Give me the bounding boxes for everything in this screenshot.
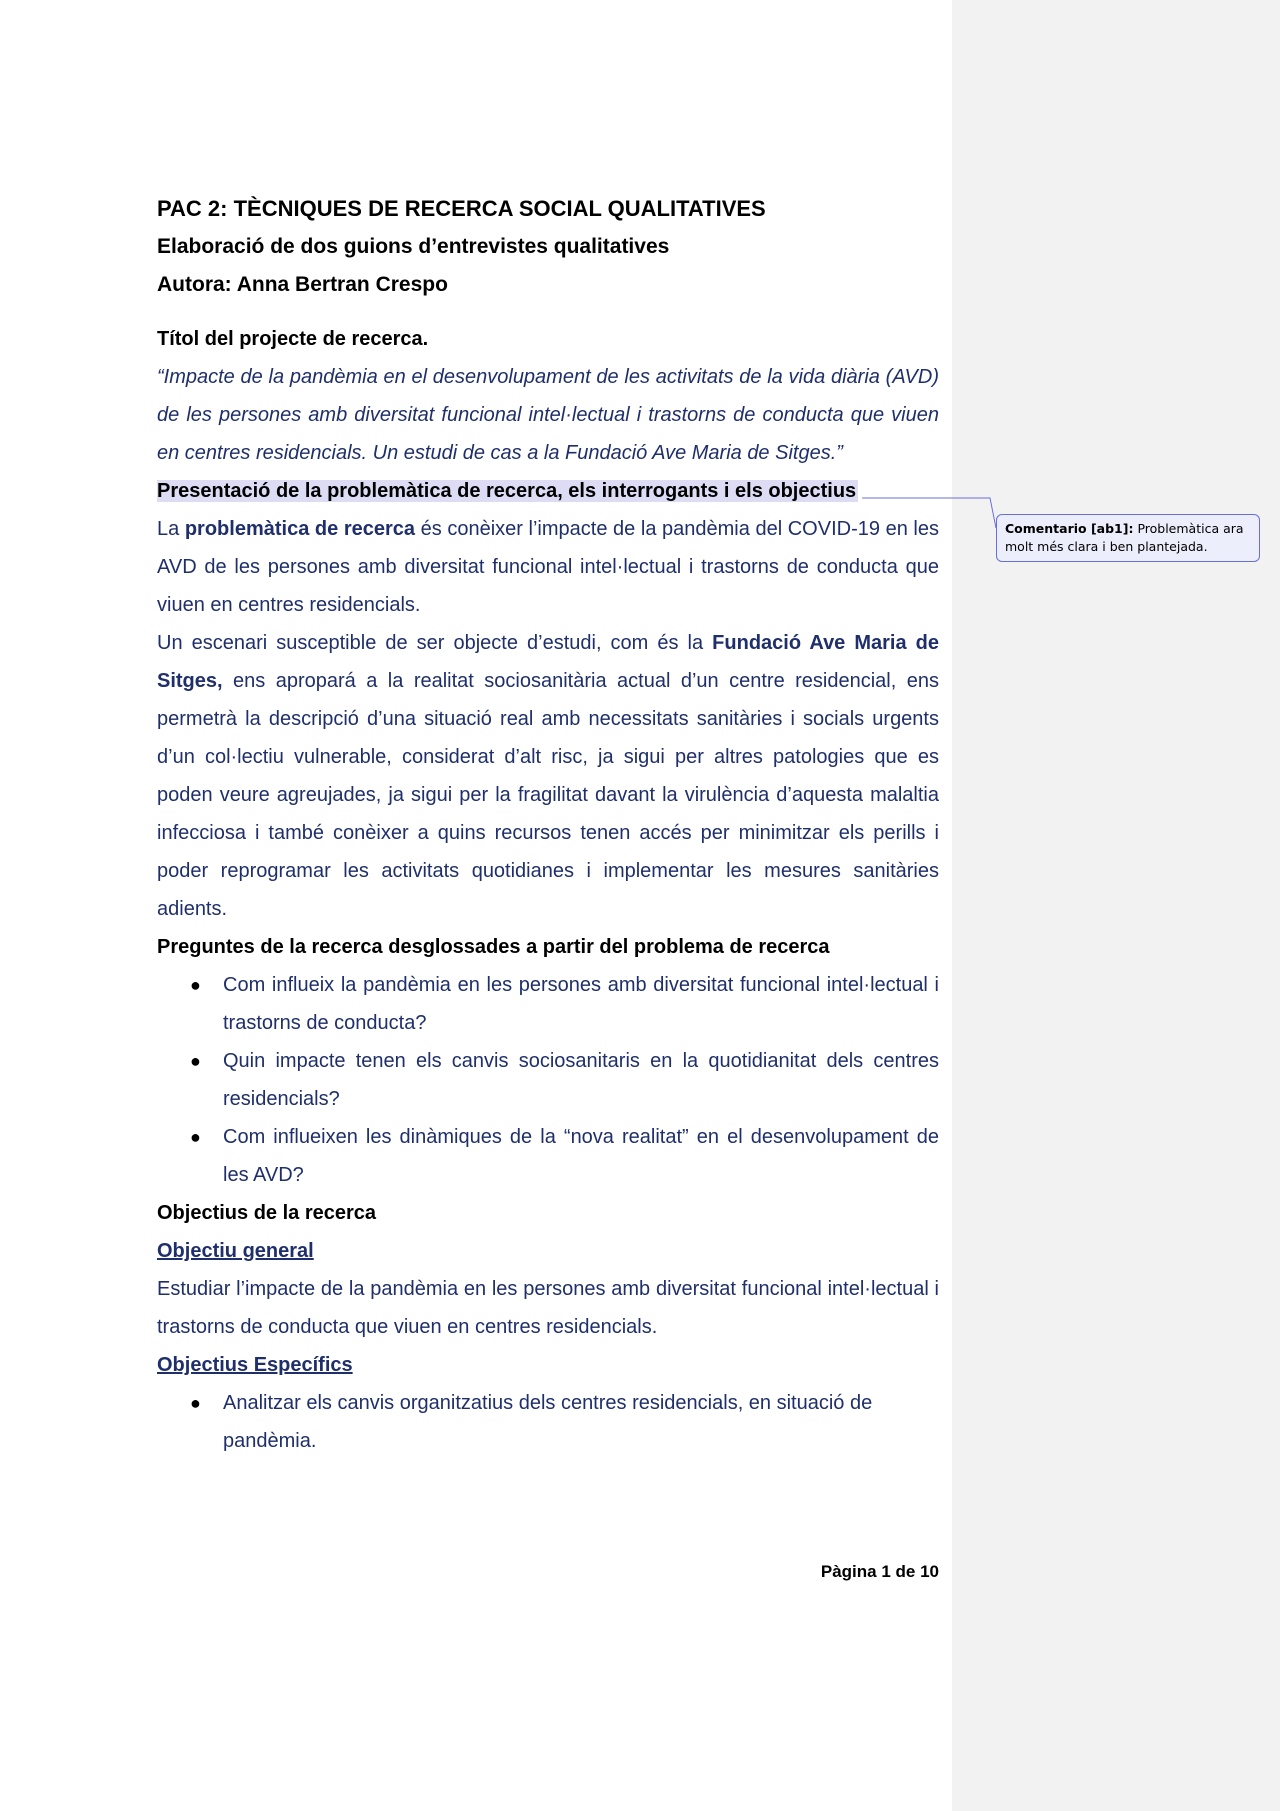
page-number: Pàgina 1 de 10 [820,1562,939,1581]
comment-text: Problemàtica ara molt més clara i ben plantejada. [1005,521,1244,554]
document-page [157,190,939,1460]
list-item-text: Analitzar els canvis organitzatius dels centres residencials, en situació de pandèmia. [223,1392,873,1452]
list-item [157,1384,939,1460]
bullet-icon: ● [190,1393,201,1413]
questions-list [157,966,939,1194]
text-run: és conèixer l’impacte de la pandèmia del COVID-19 en les AVD de les persones amb diversitat funcional intel·lectual i trastorns de conducta que viuen en centres residencials. [157,518,939,616]
comment-margin-pane [952,0,1280,1811]
bold-run: Fundació Ave Maria de Sitges, [157,632,939,692]
general-objective-text: Estudiar l’impacte de la pandèmia en les persones amb diversitat funcional intel·lectual i trastorns de conducta que viuen en centres residencials. [157,1278,939,1338]
specific-objectives-heading: Objectius Específics [157,1354,353,1376]
comment-balloon[interactable] [996,514,1260,562]
project-title-text: “Impacte de la pandèmia en el desenvolupament de les activitats de la vida diària (AVD) de les persones amb diversitat funcional intel·lectual i trastorns de conducta que viuen en centres residencials. Un estudi de cas a la Fundació Ave Maria de Sitges.” [157,366,939,464]
document-author: Autora: Anna Bertran Crespo [157,273,448,296]
comment-label: Comentario [ab1]: [1005,521,1134,536]
questions-heading: Preguntes de la recerca desglossades a partir del problema de recerca [157,936,830,958]
list-item-text: Quin impacte tenen els canvis sociosanitaris en la quotidianitat dels centres residencials? [223,1050,939,1110]
text-run: La [157,518,185,540]
bullet-icon: ● [190,1051,201,1071]
text-run: Un escenari susceptible de ser objecte d’estudi, com és la [157,632,713,654]
problem-heading[interactable] [157,472,939,510]
bold-run: problemàtica de recerca [184,518,416,540]
text-run: ens apropará a la realitat sociosanitària actual d’un centre residencial, ens permetrà la descripció d’una situació real amb necessitats sanitàries i socials urgents d’un col·lectiu vulnerable, considerat d’alt risc, ja sigui per altres patologies que es poden veure agreujades, ja sigui per la fragilitat davant la virulència d’aquesta malaltia infecciosa i també conèixer a quins recursos tenen accés per minimitzar els perills i poder reprogramar les activitats quotidianes i implementar les mesures sanitàries adients. [157,670,939,920]
specific-objectives-list [157,1384,939,1460]
list-item [157,1118,939,1194]
bullet-icon: ● [190,975,201,995]
document-subtitle: Elaboració de dos guions d’entrevistes qualitatives [157,235,670,258]
list-item-text: Com influeix la pandèmia en les persones amb diversitat funcional intel·lectual i trastorns de conducta? [223,974,939,1034]
list-item-text: Com influeixen les dinàmiques de la “nova realitat” en el desenvolupament de les AVD? [223,1126,939,1186]
project-title-heading: Títol del projecte de recerca. [157,328,429,350]
bullet-icon: ● [190,1127,201,1147]
objectives-heading: Objectius de la recerca [157,1202,377,1224]
general-objective-heading: Objectiu general [157,1240,314,1262]
commented-text-highlight[interactable]: Presentació de la problemàtica de recerca, els interrogants i els objectius [157,480,857,502]
list-item [157,1042,939,1118]
problem-paragraph-2 [157,624,939,928]
list-item [157,966,939,1042]
document-title: PAC 2: TÈCNIQUES DE RECERCA SOCIAL QUALITATIVES [157,196,766,221]
problem-paragraph-1 [157,510,939,624]
